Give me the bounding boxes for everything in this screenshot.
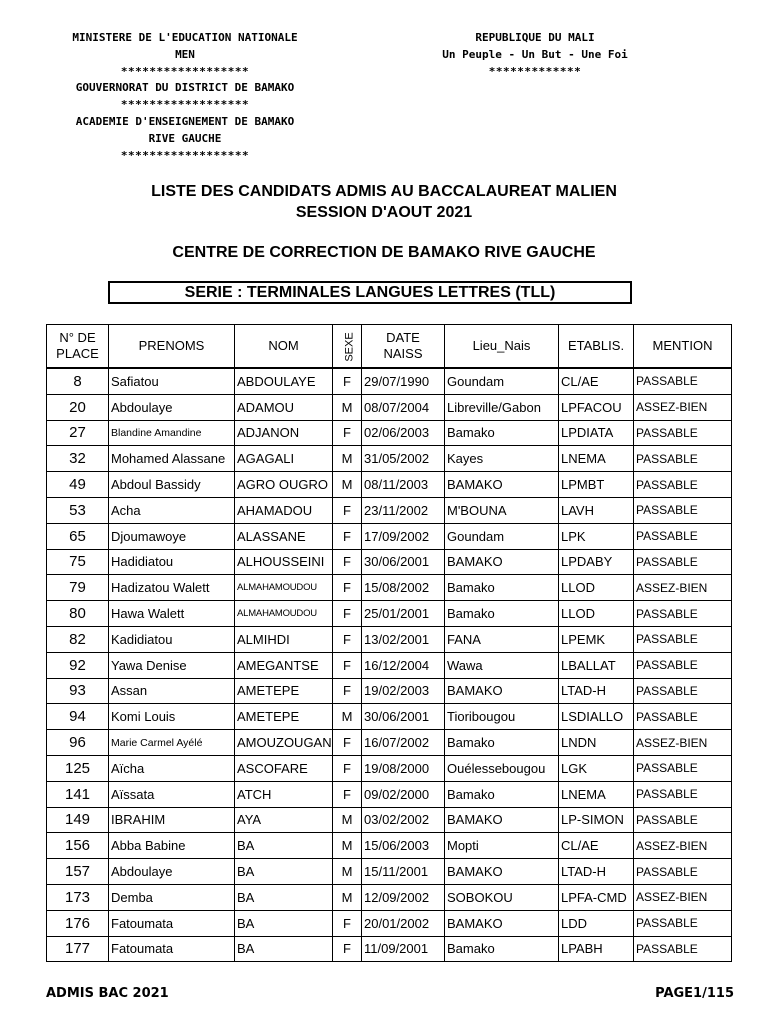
- separator-stars: ******************: [120, 98, 250, 112]
- cell-nom: ALMAHAMOUDOU: [235, 575, 333, 601]
- table-row: [47, 807, 732, 833]
- cell-lieu: Bamako: [445, 730, 559, 756]
- republic-header: [410, 30, 660, 80]
- cell-lieu: BAMAKO: [445, 549, 559, 575]
- cell-etablis: LGK: [559, 755, 634, 781]
- cell-date: 29/07/1990: [362, 368, 445, 394]
- session-title: SESSION D'AOUT 2021: [295, 204, 473, 221]
- cell-etablis: LNEMA: [559, 446, 634, 472]
- col-header-prenoms: PRENOMS: [109, 325, 235, 369]
- academy-name: ACADEMIE D'ENSEIGNEMENT DE BAMAKO: [75, 114, 295, 128]
- ministry-header: [40, 30, 330, 164]
- cell-etablis: LAVH: [559, 497, 634, 523]
- cell-mention: ASSEZ-BIEN: [634, 394, 732, 420]
- cell-lieu: Kayes: [445, 446, 559, 472]
- cell-nom: ALASSANE: [235, 523, 333, 549]
- cell-sexe: M: [333, 446, 362, 472]
- ministry-name: MINISTERE DE L'EDUCATION NATIONALE: [72, 31, 298, 44]
- republic-motto: Un Peuple - Un But - Une Foi: [442, 47, 628, 61]
- cell-sexe: M: [333, 704, 362, 730]
- cell-lieu: Tioribougou: [445, 704, 559, 730]
- cell-date: 17/09/2002: [362, 523, 445, 549]
- cell-date: 30/06/2001: [362, 549, 445, 575]
- cell-etablis: LPDIATA: [559, 420, 634, 446]
- cell-date: 16/07/2002: [362, 730, 445, 756]
- cell-place: 157: [47, 859, 109, 885]
- cell-mention: PASSABLE: [634, 601, 732, 627]
- table-row: [47, 472, 732, 498]
- page-number: PAGE1/115: [655, 986, 734, 1001]
- table-row: [47, 626, 732, 652]
- cell-etablis: LSDIALLO: [559, 704, 634, 730]
- table-row: [47, 755, 732, 781]
- cell-lieu: BAMAKO: [445, 910, 559, 936]
- cell-nom: AGAGALI: [235, 446, 333, 472]
- cell-etablis: LNDN: [559, 730, 634, 756]
- cell-date: 08/11/2003: [362, 472, 445, 498]
- cell-place: 65: [47, 523, 109, 549]
- cell-sexe: M: [333, 859, 362, 885]
- cell-date: 03/02/2002: [362, 807, 445, 833]
- cell-date: 20/01/2002: [362, 910, 445, 936]
- cell-date: 15/08/2002: [362, 575, 445, 601]
- cell-sexe: F: [333, 549, 362, 575]
- cell-prenoms: Fatoumata: [109, 936, 235, 962]
- cell-sexe: F: [333, 730, 362, 756]
- cell-sexe: F: [333, 626, 362, 652]
- cell-prenoms: Hadidiatou: [109, 549, 235, 575]
- cell-prenoms: Hadizatou Walett: [109, 575, 235, 601]
- cell-mention: PASSABLE: [634, 936, 732, 962]
- cell-nom: BA: [235, 936, 333, 962]
- center-title: CENTRE DE CORRECTION DE BAMAKO RIVE GAUCHE: [172, 244, 596, 261]
- cell-mention: PASSABLE: [634, 859, 732, 885]
- cell-nom: AGRO OUGRO: [235, 472, 333, 498]
- cell-lieu: Bamako: [445, 420, 559, 446]
- cell-lieu: FANA: [445, 626, 559, 652]
- cell-lieu: BAMAKO: [445, 807, 559, 833]
- cell-prenoms: Hawa Walett: [109, 601, 235, 627]
- cell-lieu: Bamako: [445, 781, 559, 807]
- cell-sexe: M: [333, 884, 362, 910]
- cell-place: 141: [47, 781, 109, 807]
- cell-place: 53: [47, 497, 109, 523]
- cell-place: 125: [47, 755, 109, 781]
- table-row: [47, 523, 732, 549]
- cell-place: 27: [47, 420, 109, 446]
- table-row: [47, 549, 732, 575]
- col-header-place-line2: PLACE: [56, 346, 99, 361]
- cell-prenoms: Marie Carmel Ayélé: [109, 730, 235, 756]
- cell-sexe: M: [333, 472, 362, 498]
- cell-etablis: CL/AE: [559, 368, 634, 394]
- cell-etablis: LPABH: [559, 936, 634, 962]
- cell-place: 176: [47, 910, 109, 936]
- cell-date: 15/11/2001: [362, 859, 445, 885]
- col-header-date-line2: NAISS: [383, 346, 423, 361]
- cell-sexe: F: [333, 420, 362, 446]
- cell-nom: AYA: [235, 807, 333, 833]
- cell-place: 8: [47, 368, 109, 394]
- table-row: [47, 368, 732, 394]
- cell-lieu: BAMAKO: [445, 472, 559, 498]
- cell-place: 32: [47, 446, 109, 472]
- cell-mention: PASSABLE: [634, 446, 732, 472]
- cell-place: 177: [47, 936, 109, 962]
- cell-nom: ABDOULAYE: [235, 368, 333, 394]
- cell-nom: AMETEPE: [235, 678, 333, 704]
- cell-nom: ASCOFARE: [235, 755, 333, 781]
- cell-etablis: LPK: [559, 523, 634, 549]
- cell-etablis: LTAD-H: [559, 859, 634, 885]
- cell-sexe: F: [333, 652, 362, 678]
- table-row: [47, 420, 732, 446]
- cell-etablis: LPEMK: [559, 626, 634, 652]
- table-row: [47, 936, 732, 962]
- col-header-mention: MENTION: [634, 325, 732, 369]
- cell-mention: PASSABLE: [634, 497, 732, 523]
- cell-mention: PASSABLE: [634, 781, 732, 807]
- cell-etablis: LPMBT: [559, 472, 634, 498]
- cell-nom: BA: [235, 833, 333, 859]
- cell-sexe: F: [333, 368, 362, 394]
- table-row: [47, 601, 732, 627]
- cell-place: 94: [47, 704, 109, 730]
- serie-title: SERIE : TERMINALES LANGUES LETTRES (TLL): [108, 281, 632, 304]
- cell-mention: PASSABLE: [634, 549, 732, 575]
- cell-place: 79: [47, 575, 109, 601]
- col-header-sexe-label: SEXE: [343, 331, 356, 362]
- table-row: [47, 575, 732, 601]
- cell-nom: BA: [235, 859, 333, 885]
- cell-place: 80: [47, 601, 109, 627]
- cell-prenoms: Komi Louis: [109, 704, 235, 730]
- cell-date: 19/02/2003: [362, 678, 445, 704]
- cell-prenoms: Demba: [109, 884, 235, 910]
- cell-lieu: BAMAKO: [445, 859, 559, 885]
- cell-place: 49: [47, 472, 109, 498]
- cell-nom: AMEGANTSE: [235, 652, 333, 678]
- cell-nom: AMETEPE: [235, 704, 333, 730]
- cell-sexe: F: [333, 575, 362, 601]
- cell-prenoms: Kadidiatou: [109, 626, 235, 652]
- cell-place: 75: [47, 549, 109, 575]
- cell-date: 16/12/2004: [362, 652, 445, 678]
- cell-nom: ADJANON: [235, 420, 333, 446]
- cell-prenoms: Assan: [109, 678, 235, 704]
- cell-date: 11/09/2001: [362, 936, 445, 962]
- table-row: [47, 497, 732, 523]
- table-row: [47, 859, 732, 885]
- col-header-place-line1: N° DE: [59, 330, 96, 345]
- cell-mention: PASSABLE: [634, 472, 732, 498]
- table-row: [47, 884, 732, 910]
- cell-prenoms: Aïcha: [109, 755, 235, 781]
- cell-nom: ALHOUSSEINI: [235, 549, 333, 575]
- cell-prenoms: Blandine Amandine: [109, 420, 235, 446]
- cell-prenoms: Abdoulaye: [109, 859, 235, 885]
- cell-etablis: LBALLAT: [559, 652, 634, 678]
- cell-mention: PASSABLE: [634, 368, 732, 394]
- cell-mention: ASSEZ-BIEN: [634, 730, 732, 756]
- cell-sexe: F: [333, 936, 362, 962]
- cell-date: 23/11/2002: [362, 497, 445, 523]
- col-header-sexe: [333, 325, 362, 369]
- cell-place: 156: [47, 833, 109, 859]
- cell-mention: PASSABLE: [634, 626, 732, 652]
- table-row: [47, 652, 732, 678]
- cell-place: 92: [47, 652, 109, 678]
- cell-date: 12/09/2002: [362, 884, 445, 910]
- table-row: [47, 678, 732, 704]
- cell-sexe: F: [333, 781, 362, 807]
- col-header-place: [47, 325, 109, 369]
- cell-mention: ASSEZ-BIEN: [634, 884, 732, 910]
- cell-sexe: M: [333, 807, 362, 833]
- cell-sexe: F: [333, 910, 362, 936]
- cell-nom: AMOUZOUGAN: [235, 730, 333, 756]
- cell-etablis: LPFACOU: [559, 394, 634, 420]
- cell-sexe: F: [333, 601, 362, 627]
- cell-sexe: F: [333, 497, 362, 523]
- cell-nom: AHAMADOU: [235, 497, 333, 523]
- table-row: [47, 833, 732, 859]
- cell-prenoms: Abba Babine: [109, 833, 235, 859]
- cell-etablis: CL/AE: [559, 833, 634, 859]
- republic-name: REPUBLIQUE DU MALI: [475, 31, 595, 44]
- cell-place: 149: [47, 807, 109, 833]
- cell-date: 09/02/2000: [362, 781, 445, 807]
- cell-etablis: LLOD: [559, 575, 634, 601]
- col-header-nom: NOM: [235, 325, 333, 369]
- col-header-etablis: ETABLIS.: [559, 325, 634, 369]
- cell-place: 82: [47, 626, 109, 652]
- cell-prenoms: Djoumawoye: [109, 523, 235, 549]
- cell-etablis: LPDABY: [559, 549, 634, 575]
- cell-prenoms: IBRAHIM: [109, 807, 235, 833]
- table-row: [47, 910, 732, 936]
- cell-date: 13/02/2001: [362, 626, 445, 652]
- cell-nom: ATCH: [235, 781, 333, 807]
- cell-place: 20: [47, 394, 109, 420]
- separator-stars: ******************: [120, 64, 250, 78]
- cell-etablis: LLOD: [559, 601, 634, 627]
- cell-mention: PASSABLE: [634, 523, 732, 549]
- cell-lieu: Mopti: [445, 833, 559, 859]
- col-header-lieu: Lieu_Nais: [445, 325, 559, 369]
- cell-lieu: Ouélessebougou: [445, 755, 559, 781]
- cell-place: 96: [47, 730, 109, 756]
- footer-label: ADMIS BAC 2021: [46, 986, 169, 1001]
- cell-lieu: SOBOKOU: [445, 884, 559, 910]
- cell-etablis: LTAD-H: [559, 678, 634, 704]
- cell-lieu: Libreville/Gabon: [445, 394, 559, 420]
- cell-place: 93: [47, 678, 109, 704]
- cell-sexe: F: [333, 523, 362, 549]
- cell-sexe: F: [333, 678, 362, 704]
- table-header-row: [47, 325, 732, 369]
- cell-lieu: Goundam: [445, 523, 559, 549]
- separator-stars: ******************: [120, 148, 250, 162]
- cell-sexe: F: [333, 755, 362, 781]
- cell-etablis: LDD: [559, 910, 634, 936]
- table-row: [47, 394, 732, 420]
- cell-date: 02/06/2003: [362, 420, 445, 446]
- academy-area: RIVE GAUCHE: [148, 131, 222, 145]
- cell-date: 08/07/2004: [362, 394, 445, 420]
- cell-nom: BA: [235, 910, 333, 936]
- cell-mention: PASSABLE: [634, 755, 732, 781]
- separator-stars: *************: [488, 64, 582, 78]
- cell-lieu: Goundam: [445, 368, 559, 394]
- cell-place: 173: [47, 884, 109, 910]
- cell-date: 25/01/2001: [362, 601, 445, 627]
- table-row: [47, 446, 732, 472]
- cell-prenoms: Abdoulaye: [109, 394, 235, 420]
- col-header-date-line1: DATE: [386, 330, 420, 345]
- cell-lieu: BAMAKO: [445, 678, 559, 704]
- cell-lieu: Bamako: [445, 601, 559, 627]
- cell-etablis: LNEMA: [559, 781, 634, 807]
- cell-nom: ALMAHAMOUDOU: [235, 601, 333, 627]
- cell-mention: PASSABLE: [634, 910, 732, 936]
- cell-date: 19/08/2000: [362, 755, 445, 781]
- cell-sexe: M: [333, 833, 362, 859]
- cell-lieu: Bamako: [445, 936, 559, 962]
- cell-mention: PASSABLE: [634, 704, 732, 730]
- cell-prenoms: Safiatou: [109, 368, 235, 394]
- cell-mention: PASSABLE: [634, 420, 732, 446]
- cell-nom: ADAMOU: [235, 394, 333, 420]
- cell-mention: PASSABLE: [634, 807, 732, 833]
- cell-prenoms: Yawa Denise: [109, 652, 235, 678]
- document-title: LISTE DES CANDIDATS ADMIS AU BACCALAUREAT MALIEN: [151, 183, 617, 200]
- cell-mention: PASSABLE: [634, 678, 732, 704]
- ministry-acronym: MEN: [175, 47, 195, 61]
- cell-date: 31/05/2002: [362, 446, 445, 472]
- cell-mention: ASSEZ-BIEN: [634, 575, 732, 601]
- table-row: [47, 704, 732, 730]
- cell-lieu: M'BOUNA: [445, 497, 559, 523]
- cell-nom: BA: [235, 884, 333, 910]
- table-row: [47, 781, 732, 807]
- cell-prenoms: Mohamed Alassane: [109, 446, 235, 472]
- cell-date: 30/06/2001: [362, 704, 445, 730]
- cell-prenoms: Fatoumata: [109, 910, 235, 936]
- cell-date: 15/06/2003: [362, 833, 445, 859]
- cell-lieu: Wawa: [445, 652, 559, 678]
- governorate-name: GOUVERNORAT DU DISTRICT DE BAMAKO: [75, 81, 295, 95]
- cell-mention: PASSABLE: [634, 652, 732, 678]
- cell-lieu: Bamako: [445, 575, 559, 601]
- cell-sexe: M: [333, 394, 362, 420]
- table-row: [47, 730, 732, 756]
- col-header-date: [362, 325, 445, 369]
- cell-etablis: LPFA-CMD: [559, 884, 634, 910]
- candidates-table: [46, 324, 732, 962]
- cell-prenoms: Acha: [109, 497, 235, 523]
- cell-mention: ASSEZ-BIEN: [634, 833, 732, 859]
- cell-prenoms: Aïssata: [109, 781, 235, 807]
- cell-nom: ALMIHDI: [235, 626, 333, 652]
- cell-etablis: LP-SIMON: [559, 807, 634, 833]
- cell-prenoms: Abdoul Bassidy: [109, 472, 235, 498]
